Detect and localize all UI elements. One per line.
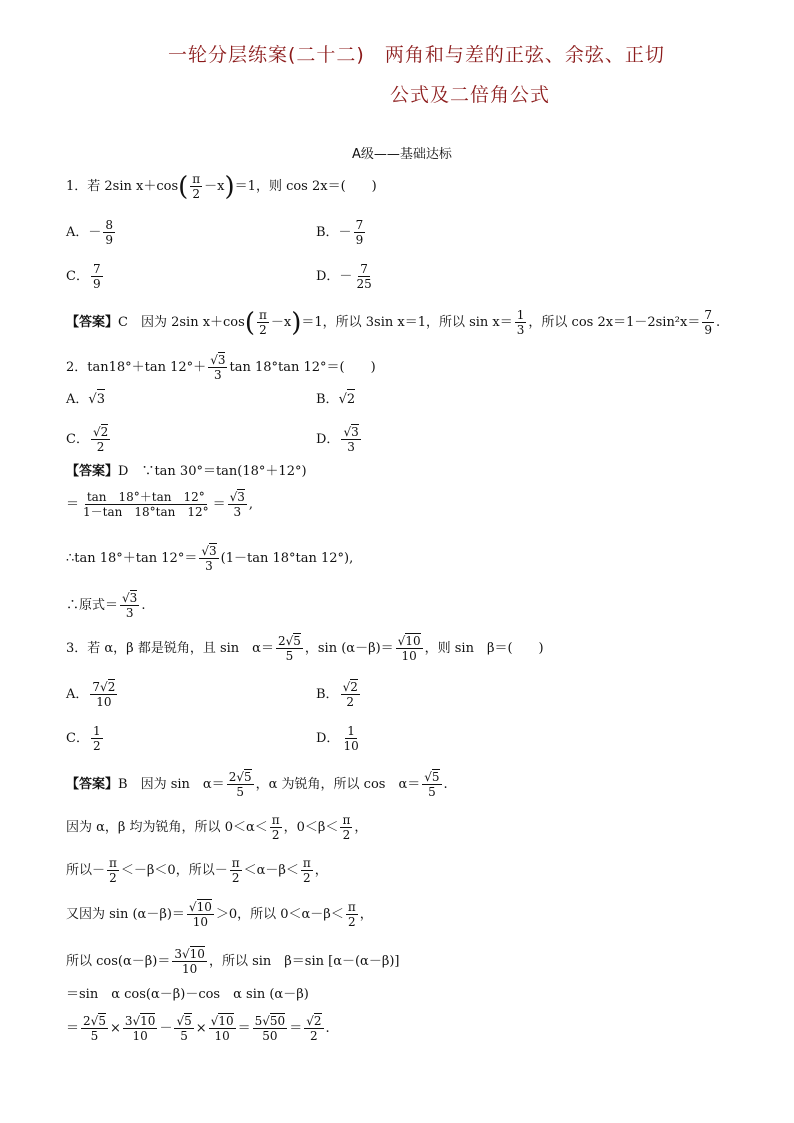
q3-line5: 所以 cos(α－β)＝ $\frac{3√10}{10}$ ，所以 sin β＝sin [α－(α－β)]: [66, 947, 400, 976]
q2-step1: ＝ $\frac{\tan 18^\circ+\tan 12^\circ}{1-\tan 18^\circ\tan 12^\circ}$ ＝ $\frac{√3}{3}$ ,: [66, 490, 254, 519]
q1-option-c: C． $\frac{7}{9}$: [66, 262, 101, 291]
q3-line2: 因为 α，β 均为锐角，所以 0＜α＜ $\frac{\pi}{2}$ ，0＜β＜ $\frac{\pi}{2}$ ，: [66, 813, 368, 842]
q2-option-a: A． √ 3: [66, 389, 105, 410]
page-title-line1: 一轮分层练案(二十二) 两角和与差的正弦、余弦、正切: [168, 44, 665, 66]
level-heading: A级——基础达标: [352, 147, 452, 162]
answer-tag: 【答案】: [66, 776, 119, 792]
q1-stem-text: 1．若 2sin x＋cos: [66, 178, 179, 194]
q3-line6: ＝sin α cos(α－β)－cos α sin (α－β): [66, 987, 309, 1002]
q2-option-b: B． √ 2: [316, 389, 355, 410]
q2-stem: 2．tan18°＋tan 12°＋ $\frac{√3}{3}$ tan 18°tan 12°＝( ): [66, 353, 376, 382]
q3-option-d: D． $\frac{1}{10}$: [316, 724, 359, 753]
q3-option-c: C． $\frac{1}{2}$: [66, 724, 101, 753]
q1-option-d: D．－ $\frac{7}{25}$: [316, 262, 372, 291]
q3-line4: 又因为 sin (α－β)＝ $\frac{√10}{10}$ ＞0，所以 0＜α－β＜ $\frac{\pi}{2}$ ，: [66, 900, 373, 929]
answer-tag: 【答案】: [66, 314, 119, 330]
q2-option-d: D． $\frac{√3}{3}$: [316, 425, 359, 454]
q1-answer: 【答案】 C 因为 2sin x＋cos ( $\frac{\pi}{2}$ －x ) ＝1，所以 3sin x＝1，所以 sin x＝ $\frac{1}{3}$ ，所以 cos 2x＝1－2sin²x＝ $\frac{7}{9}$ .: [66, 307, 721, 338]
q2-option-c: C． $\frac{√2}{2}$: [66, 425, 109, 454]
q1-option-b: B．－ $\frac{7}{9}$: [316, 218, 364, 247]
q1-stem-frac: $\frac{\pi}{2}$: [192, 172, 201, 201]
q3-answer: 【答案】 B 因为 sin α＝ $\frac{2√5}{5}$ ，α 为锐角，所以 cos α＝ $\frac{√5}{5}$ .: [66, 770, 448, 799]
page-title-line2: 公式及二倍角公式: [390, 84, 551, 106]
q3-option-b: B． $\frac{√2}{2}$: [316, 680, 358, 709]
q3-line3: 所以－ $\frac{\pi}{2}$ ＜－β＜0，所以－ $\frac{\pi}{2}$ ＜α－β＜ $\frac{\pi}{2}$ ，: [66, 856, 328, 885]
q2-step3: ∴原式＝ $\frac{√3}{3}$ .: [66, 591, 146, 620]
answer-tag: 【答案】: [66, 464, 119, 479]
q1-stem: 1．若 2sin x＋cos ( $\frac{\pi}{2}$ －x ) ＝1，则 cos 2x＝( ): [66, 171, 377, 202]
q3-line7: ＝ $\frac{2√5}{5}$ × $\frac{3√10}{10}$ － $\frac{√5}{5}$ × $\frac{√10}{10}$ ＝ $\frac{5√50}{50}$ ＝ $\frac{√2}{2}$ .: [66, 1014, 330, 1043]
q3-option-a: A． $\frac{7√2}{10}$: [66, 680, 116, 709]
q3-stem: 3．若 α，β 都是锐角，且 sin α＝ $\frac{2√5}{5}$ ，sin (α－β)＝ $\frac{√10}{10}$ ，则 sin β＝( ): [66, 634, 544, 663]
q1-option-a: A．－ $\frac{8}{9}$: [66, 218, 114, 247]
q2-step2: ∴tan 18°＋tan 12°＝ $\frac{√3}{3}$ (1－tan 18°tan 12°),: [66, 544, 354, 573]
q2-answer: 【答案】 D ∵tan 30°＝tan(18°＋12°): [66, 462, 307, 482]
